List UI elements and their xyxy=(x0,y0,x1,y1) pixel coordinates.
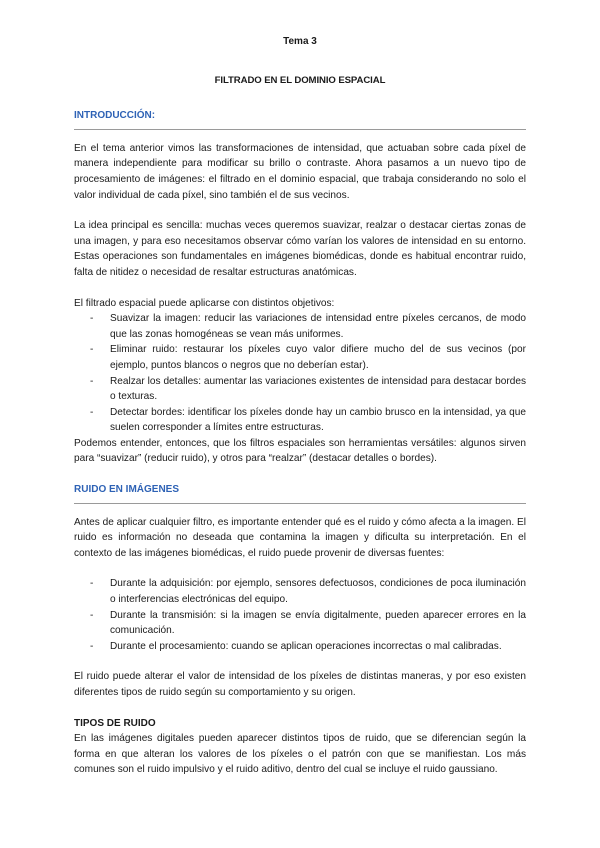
intro-paragraph-4: Podemos entender, entonces, que los filtros espaciales son herramientas versátiles: algunos sirven para “suavizar” (reducir ruido), y otros para “realzar” (destacar detalles o bordes). xyxy=(74,437,526,465)
intro-heading-block xyxy=(74,108,526,130)
list-item: - Durante el procesamiento: cuando se aplican operaciones incorrectas o mal calibradas. xyxy=(74,639,526,655)
document-topic: Tema 3 xyxy=(283,36,317,47)
noise-sources-list xyxy=(74,576,526,654)
intro-heading: INTRODUCCIÓN: xyxy=(74,108,526,130)
intro-paragraph-3: El filtrado espacial puede aplicarse con distintos objetivos: xyxy=(74,297,335,309)
noise-heading-block xyxy=(74,482,526,504)
list-item: - Realzar los detalles: aumentar las variaciones existentes de intensidad para destacar bordes o texturas. xyxy=(74,374,526,405)
list-item: - Durante la adquisición: por ejemplo, sensores defectuosos, condiciones de poca iluminación o interferencias electrónicas del equipo. xyxy=(74,576,526,607)
noise-heading: RUIDO EN IMÁGENES xyxy=(74,482,526,504)
noise-paragraph-2: El ruido puede alterar el valor de intensidad de los píxeles de distintas maneras, y por eso existen diferentes tipos de ruido según su comportamiento y su origen. xyxy=(74,671,526,698)
noise-paragraph-1: Antes de aplicar cualquier filtro, es importante entender qué es el ruido y cómo afecta a la imagen. El ruido es información no deseada que contamina la imagen y dificulta su interpretación. En el contexto de las imágenes biomédicas, el ruido puede provenir de diversas fuentes: xyxy=(74,516,526,559)
noise-types-heading: TIPOS DE RUIDO xyxy=(74,717,156,729)
list-item: - Eliminar ruido: restaurar los píxeles cuyo valor difiere mucho del de sus vecinos (por ejemplo, puntos blancos o negros que no deberían estar). xyxy=(74,342,526,373)
noise-types-paragraph: En las imágenes digitales pueden aparecer distintos tipos de ruido, que se diferencian según la forma en que alteran los valores de los píxeles o el patrón con que se manifiestan. Los más comunes son el ruido impulsivo y el ruido aditivo, dentro del cual se incluye el ruido gaussiano. xyxy=(74,733,526,776)
intro-objectives-list xyxy=(74,311,526,436)
document-title: FILTRADO EN EL DOMINIO ESPACIAL xyxy=(214,74,386,86)
list-item: - Suavizar la imagen: reducir las variaciones de intensidad entre píxeles cercanos, de modo que las zonas homogéneas se vean más uniformes. xyxy=(74,311,526,342)
list-item: - Detectar bordes: identificar los píxeles donde hay un cambio brusco en la intensidad, ya que suelen corresponder a límites entre estructuras. xyxy=(74,405,526,436)
intro-paragraph-2: La idea principal es sencilla: muchas veces queremos suavizar, realzar o destacar ciertas zonas de una imagen, y para eso necesitamos observar cómo varían los valores de intensidad en su entorno. Estas operaciones son fundamentales en imágenes biomédicas, donde es habitual encontrar ruido, falta de nitidez o necesidad de resaltar estructuras anatómicas. xyxy=(74,220,526,278)
list-item: - Durante la transmisión: si la imagen se envía digitalmente, pueden aparecer errores en la comunicación. xyxy=(74,608,526,639)
intro-paragraph-1: En el tema anterior vimos las transformaciones de intensidad, que actuaban sobre cada píxel de manera independiente para modificar su brillo o contraste. Ahora pasamos a un nuevo tipo de procesamiento de imágenes: el filtrado en el dominio espacial, que trabaja considerando no solo el valor individual de cada píxel, sino también el de sus vecinos. xyxy=(74,142,526,201)
